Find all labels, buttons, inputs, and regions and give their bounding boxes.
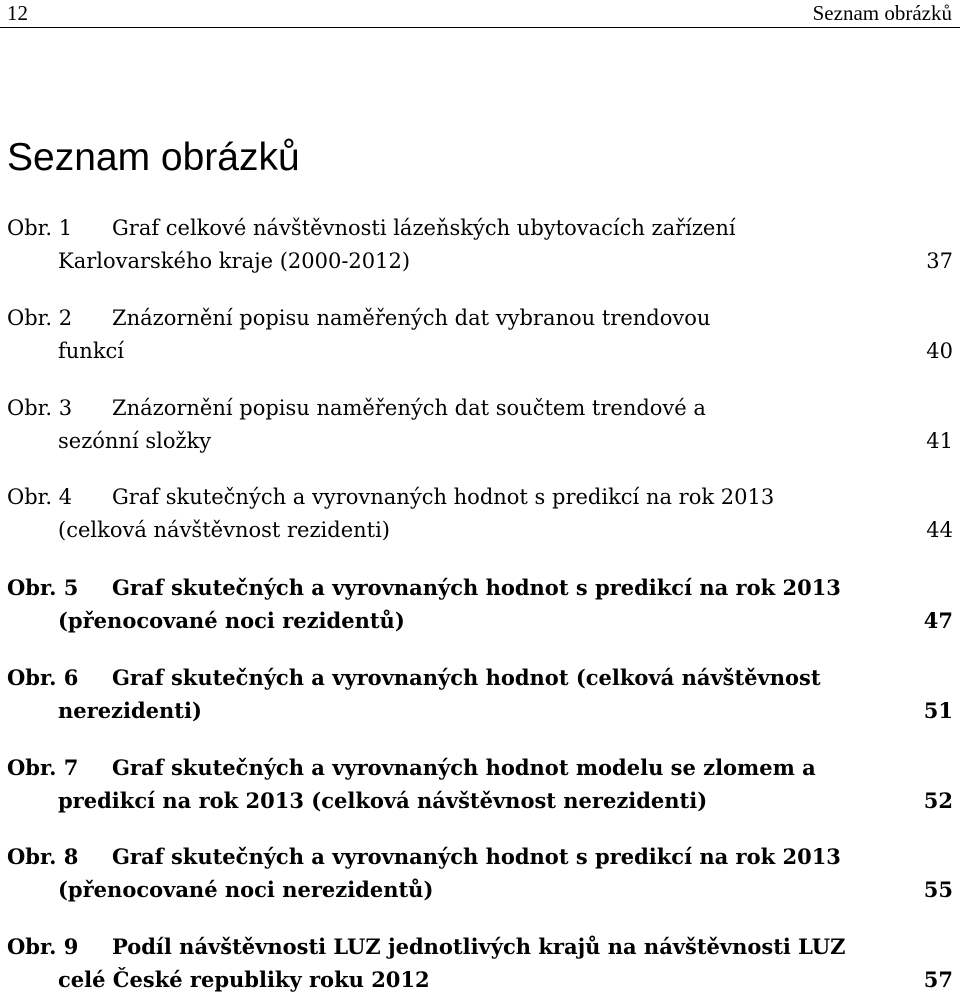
figure-entry-1[interactable] — [0, 212, 960, 276]
figure-label: Obr. 3 — [7, 396, 73, 420]
figure-caption-line2: celé České republiky roku 2012 — [58, 967, 430, 992]
figure-caption-line1: Podíl návštěvnosti LUZ jednotlivých krajů na návštěvnosti LUZ — [112, 934, 846, 959]
figure-label: Obr. 7 — [7, 755, 79, 780]
figure-caption-line1: Znázornění popisu naměřených dat vybranou trendovou — [112, 306, 711, 330]
figure-page-number: 57 — [923, 967, 953, 992]
figure-label: Obr. 6 — [7, 665, 79, 690]
figure-caption-line2: nerezidenti) — [58, 698, 202, 723]
figure-page-number: 40 — [926, 339, 953, 363]
figure-label: Obr. 4 — [7, 485, 73, 509]
figure-caption-line2: (celková návštěvnost rezidenti) — [58, 518, 390, 542]
figure-entry-8[interactable] — [0, 840, 960, 904]
figure-label: Obr. 1 — [7, 216, 73, 240]
figure-caption-line1: Graf celkové návštěvnosti lázeňských ubytovacích zařízení — [112, 216, 736, 240]
figure-entry-6[interactable] — [0, 661, 960, 725]
figure-label: Obr. 9 — [7, 934, 79, 959]
figure-page-number: 55 — [923, 877, 953, 902]
figure-page-number: 51 — [923, 698, 953, 723]
figure-entry-5[interactable] — [0, 571, 960, 635]
figure-page-number: 41 — [926, 429, 953, 453]
page-number: 12 — [7, 1, 28, 25]
figure-label: Obr. 2 — [7, 306, 73, 330]
running-title: Seznam obrázků — [812, 1, 952, 25]
figure-caption-line2: sezónní složky — [58, 429, 212, 453]
figure-caption-line1: Graf skutečných a vyrovnaných hodnot s predikcí na rok 2013 — [112, 485, 775, 509]
figure-label: Obr. 5 — [7, 575, 79, 600]
figure-page-number: 37 — [926, 249, 953, 273]
running-header — [0, 0, 960, 28]
figure-entry-7[interactable] — [0, 751, 960, 815]
figure-entry-2[interactable] — [0, 302, 960, 366]
figure-caption-line1: Graf skutečných a vyrovnaných hodnot s predikcí na rok 2013 — [112, 575, 841, 600]
figure-entry-9[interactable] — [0, 930, 960, 994]
figure-caption-line2: predikcí na rok 2013 (celková návštěvnost nerezidenti) — [58, 788, 708, 813]
figure-caption-line1: Graf skutečných a vyrovnaných hodnot s predikcí na rok 2013 — [112, 844, 841, 869]
figure-caption-line1: Graf skutečných a vyrovnaných hodnot (celková návštěvnost — [112, 665, 821, 690]
figure-page-number: 47 — [923, 608, 953, 633]
figure-caption-line2: (přenocované noci nerezidentů) — [58, 877, 434, 902]
figure-page-number: 44 — [926, 518, 953, 542]
figure-label: Obr. 8 — [7, 844, 79, 869]
figure-caption-line2: funkcí — [58, 339, 125, 363]
figure-entry-3[interactable] — [0, 392, 960, 456]
figure-caption-line2: Karlovarského kraje (2000-2012) — [58, 249, 411, 273]
figure-caption-line1: Graf skutečných a vyrovnaných hodnot modelu se zlomem a — [112, 755, 816, 780]
page-title: Seznam obrázků — [7, 136, 300, 179]
figure-caption-line2: (přenocované noci rezidentů) — [58, 608, 405, 633]
figure-entry-4[interactable] — [0, 481, 960, 545]
figure-caption-line1: Znázornění popisu naměřených dat součtem trendové a — [112, 396, 706, 420]
figure-page-number: 52 — [923, 788, 953, 813]
